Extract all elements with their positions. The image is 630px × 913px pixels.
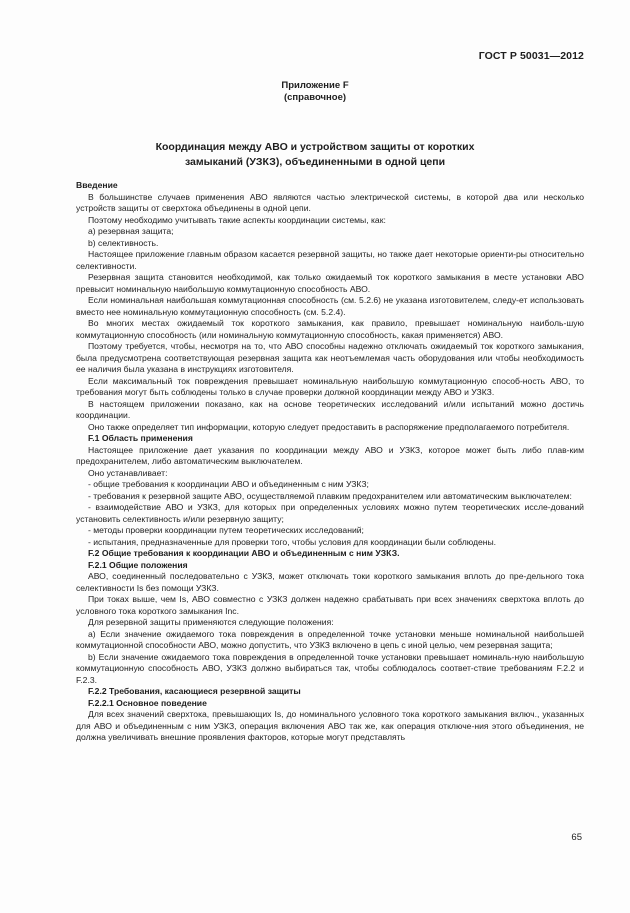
document-title (80, 140, 550, 170)
paragraph: - требования к резервной защите АВО, осуществляемой плавким предохранителем или автоматическим выключателем: (88, 490, 572, 501)
paragraph: Если номинальная наибольшая коммутационная способность (см. 5.2.6) не указана изготовителем, следу-ет использовать вместо нее номинальную коммутационную способность (см. 5.2.4). (76, 295, 584, 317)
paragraph: b) селективность. (88, 237, 159, 248)
title-line: Координация между АВО и устройством защиты от коротких (155, 141, 475, 153)
paragraph: Настоящее приложение дает указания по координации между АВО и УЗКЗ, которое может быть либо плав-ким предохранителем, либо автоматическим выключателем. (76, 444, 584, 466)
paragraph: Если максимальный ток повреждения превышает номинальную наибольшую коммутационную способ-ность АВО, то требования могут быть соблюдены только в случае проверки должной координации между АВО и УЗКЗ. (76, 375, 584, 397)
paragraph: АВО, соединенный последовательно с УЗКЗ, может отключать токи короткого замыкания вплоть до пре-дельного тока селективности Is без помощи УЗКЗ. (76, 571, 584, 593)
appendix-title: Приложение F (281, 80, 349, 91)
body-text (76, 180, 584, 744)
paragraph: В настоящем приложении показано, как на основе теоретических исследований и/или испытаний можно достичь координации. (76, 398, 584, 420)
paragraph: Для всех значений сверхтока, превышающих Is, до номинального условного тока короткого замыкания включ., указанных для АВО и объединенным с ним УЗКЗ, операция включения АВО так же, как операция отключе-ния этого объединения, не должна увеличивать внешние проявления факторов, которые могут представлять (76, 709, 584, 742)
appendix-heading (0, 80, 630, 104)
paragraph: Поэтому необходимо учитывать такие аспекты координации системы, как: (88, 214, 386, 225)
paragraph: - взаимодействие АВО и УЗКЗ, для которых при определенных условиях можно путем теоретических иссле-дований установить селективность и/или резервную защиту; (76, 502, 584, 524)
standard-code: ГОСТ Р 50031—2012 (478, 50, 584, 62)
paragraph: Для резервной защиты применяются следующие положения: (88, 617, 334, 627)
section-heading: F.2.2 Требования, касающиеся резервной защиты (88, 686, 301, 696)
paragraph: - общие требования к координации АВО и объединенным с ним УЗКЗ; (88, 479, 369, 489)
paragraph: b) Если значение ожидаемого тока повреждения в определенной точке установки превышает номиналь-ную наибольшую коммутационную способность АВО, УЗКЗ должно выбираться так, чтобы соблюдалось соответ-ствие требованиям F.2.2 и F.2.3. (76, 651, 584, 685)
page-number: 65 (571, 832, 582, 843)
paragraph: При токах выше, чем Is, АВО совместно с УЗКЗ должен надежно срабатывать при всех значениях сверхтока вплоть до условного тока короткого замыкания Inc. (76, 594, 584, 616)
section-heading: F.2.2.1 Основное поведение (88, 697, 207, 708)
section-heading: F.2 Общие требования к координации АВО и объединенным с ним УЗКЗ. (88, 548, 400, 558)
paragraph: Во многих местах ожидаемый ток короткого замыкания, как правило, превышает номинальную наиболь-шую коммутационную способность (или номинальную коммутационную способность, какая применяется) АВО. (76, 318, 584, 340)
paragraph: Поэтому требуется, чтобы, несмотря на то, что АВО способны надежно отключать ожидаемый ток короткого замыкания, была предусмотрена соответствующая резервная защита как неотъемлемая часть оборудования или чтобы необходимость ее наличия была указана в инструкциях изготовителя. (76, 341, 584, 374)
title-line: замыканий (УЗКЗ), объединенными в одной цепи (184, 156, 446, 168)
paragraph: Резервная защита становится необходимой, как только ожидаемый ток короткого замыкания в месте установки АВО превысит номинальную наибольшую коммутационную способность АВО. (76, 272, 584, 294)
paragraph: а) резервная защита; (88, 226, 174, 236)
paragraph: - испытания, предназначенные для проверки того, чтобы условия для координации были соблюдены. (88, 536, 497, 547)
paragraph: Настоящее приложение главным образом касается резервной защиты, но также дает некоторые ориенти-ры относительно селективности. (76, 249, 584, 271)
section-heading: F.1 Область применения (88, 433, 193, 443)
paragraph: Оно также определяет тип информации, которую следует предоставить в распоряжение предполагаемого потребителя. (88, 421, 570, 432)
section-heading: F.2.1 Общие положения (88, 559, 188, 570)
paragraph: а) Если значение ожидаемого тока повреждения в определенной точке установки меньше номинальной наибольшей коммутационной способности АВО, можно допустить, что УЗКЗ включено в цепь с иной целью, чем резервная защита; (76, 628, 584, 650)
appendix-note: (справочное) (283, 92, 347, 103)
paragraph: - методы проверки координации путем теоретических исследований; (88, 525, 364, 535)
paragraph: Оно устанавливает: (88, 467, 168, 478)
paragraph: В большинстве случаев применения АВО являются частью электрической системы, в которой два или несколько устройств защиты от сверхтока объединены в одной цепи. (76, 191, 584, 213)
section-heading: Введение (76, 180, 118, 190)
